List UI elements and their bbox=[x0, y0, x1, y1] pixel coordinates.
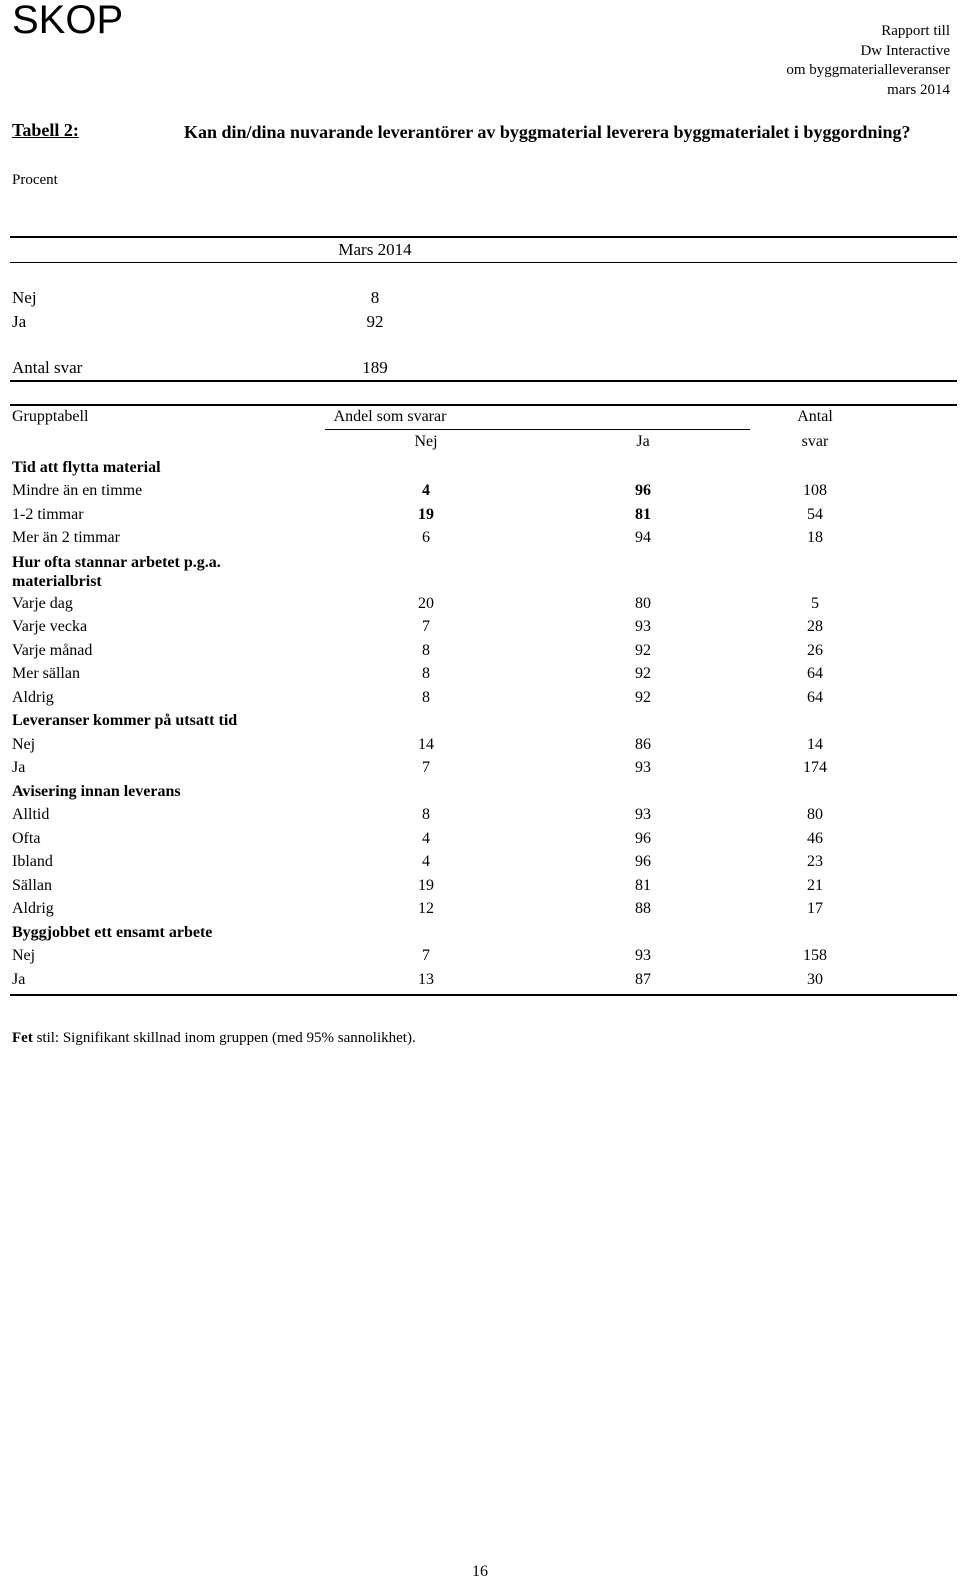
row-label: Aldrig bbox=[12, 900, 54, 917]
cell-count: 28 bbox=[807, 618, 823, 635]
row-label: Varje månad bbox=[12, 642, 93, 659]
summary-total-value: 189 bbox=[362, 358, 388, 377]
cell-ja: 93 bbox=[635, 947, 651, 964]
summary-row-value: 92 bbox=[366, 312, 384, 331]
table-question: Kan din/dina nuvarande leverantörer av byggmaterial leverera byggmaterialet i byggordning? bbox=[184, 122, 911, 142]
footnote-bold: Fet bbox=[12, 1030, 33, 1046]
group-top-rule bbox=[10, 404, 957, 406]
cell-nej: 19 bbox=[418, 877, 434, 894]
footnote bbox=[12, 1030, 416, 1047]
cell-count: 18 bbox=[807, 529, 823, 546]
footnote-text: stil: Signifikant skillnad inom gruppen (med 95% sannolikhet). bbox=[32, 1030, 416, 1046]
cell-ja: 87 bbox=[635, 971, 651, 988]
cell-ja: 94 bbox=[635, 529, 651, 546]
row-label: 1-2 timmar bbox=[12, 506, 84, 523]
row-label: Nej bbox=[12, 947, 36, 964]
report-line: om byggmaterialleveranser bbox=[786, 62, 950, 78]
logo: SKOP bbox=[12, 0, 124, 42]
group-title: Leveranser kommer på utsatt tid bbox=[12, 712, 238, 729]
cell-ja: 96 bbox=[635, 853, 651, 870]
cell-ja: 92 bbox=[635, 642, 651, 659]
cell-ja: 81 bbox=[635, 506, 651, 523]
row-label: Ibland bbox=[12, 853, 53, 870]
table-unit: Procent bbox=[12, 172, 58, 188]
cell-ja: 88 bbox=[635, 900, 651, 917]
cell-ja: 80 bbox=[635, 595, 651, 612]
cell-count: 54 bbox=[807, 506, 823, 523]
table-label: Tabell 2: bbox=[12, 120, 79, 140]
summary-row-value: 8 bbox=[370, 288, 380, 307]
cell-nej: 19 bbox=[418, 506, 434, 523]
report-line: mars 2014 bbox=[887, 81, 950, 98]
summary-total-label: Antal svar bbox=[12, 358, 83, 377]
cell-nej: 4 bbox=[422, 482, 430, 499]
cell-nej: 6 bbox=[422, 529, 430, 546]
cell-count: 17 bbox=[807, 900, 823, 917]
cell-nej: 12 bbox=[418, 900, 434, 917]
cell-ja: 96 bbox=[635, 482, 651, 499]
column-header-ja: Ja bbox=[636, 433, 650, 450]
cell-count: 158 bbox=[803, 947, 827, 964]
row-label: Mer sällan bbox=[12, 665, 80, 682]
cell-ja: 93 bbox=[635, 806, 651, 823]
cell-count: 23 bbox=[807, 853, 823, 870]
row-label: Ja bbox=[12, 759, 26, 776]
row-label: Ofta bbox=[12, 830, 41, 847]
cell-ja: 92 bbox=[635, 665, 651, 682]
report-line: Rapport till bbox=[881, 23, 950, 39]
summary-bottom-rule bbox=[10, 380, 957, 382]
cell-nej: 20 bbox=[418, 595, 434, 612]
summary-column-header: Mars 2014 bbox=[338, 240, 412, 259]
cell-nej: 14 bbox=[418, 736, 434, 753]
cell-count: 26 bbox=[807, 642, 823, 659]
cell-ja: 81 bbox=[635, 877, 651, 894]
summary-top-rule bbox=[10, 236, 957, 238]
group-title: Avisering innan leverans bbox=[12, 783, 181, 800]
cell-nej: 7 bbox=[422, 618, 430, 635]
summary-row-label: Nej bbox=[12, 288, 37, 307]
group-label-header: Grupptabell bbox=[12, 408, 89, 425]
cell-nej: 8 bbox=[422, 689, 430, 706]
cell-count: 108 bbox=[803, 482, 827, 499]
cell-ja: 92 bbox=[635, 689, 651, 706]
row-label: Alltid bbox=[12, 806, 50, 823]
cell-count: 80 bbox=[807, 806, 823, 823]
row-label: Ja bbox=[12, 971, 26, 988]
cell-nej: 4 bbox=[422, 853, 430, 870]
cell-nej: 7 bbox=[422, 759, 430, 776]
cell-nej: 8 bbox=[422, 665, 430, 682]
cell-ja: 96 bbox=[635, 830, 651, 847]
count-header: Antal bbox=[797, 408, 833, 425]
summary-header-rule bbox=[10, 262, 957, 263]
report-line: Dw Interactive bbox=[860, 42, 950, 59]
cell-count: 30 bbox=[807, 971, 823, 988]
cell-ja: 86 bbox=[635, 736, 651, 753]
cell-nej: 7 bbox=[422, 947, 430, 964]
cell-ja: 93 bbox=[635, 759, 651, 776]
cell-count: 14 bbox=[807, 736, 823, 753]
row-label: Varje vecka bbox=[12, 618, 88, 635]
cell-nej: 8 bbox=[422, 806, 430, 823]
share-header-rule bbox=[325, 429, 750, 430]
cell-count: 64 bbox=[807, 665, 823, 682]
cell-count: 46 bbox=[807, 830, 823, 847]
cell-nej: 13 bbox=[418, 971, 434, 988]
cell-nej: 8 bbox=[422, 642, 430, 659]
cell-nej: 4 bbox=[422, 830, 430, 847]
group-title: materialbrist bbox=[12, 573, 102, 590]
report-info bbox=[786, 22, 950, 100]
group-title: Byggjobbet ett ensamt arbete bbox=[12, 924, 213, 941]
row-label: Sällan bbox=[12, 877, 52, 894]
column-header-nej: Nej bbox=[414, 433, 438, 450]
row-label: Nej bbox=[12, 736, 36, 753]
share-header: Andel som svarar bbox=[333, 408, 447, 425]
count-header-2: svar bbox=[801, 433, 829, 450]
group-bottom-rule bbox=[10, 994, 957, 996]
cell-count: 21 bbox=[807, 877, 823, 894]
cell-count: 5 bbox=[811, 595, 819, 612]
row-label: Mindre än en timme bbox=[12, 482, 143, 499]
group-title: Tid att flytta material bbox=[12, 459, 161, 476]
row-label: Mer än 2 timmar bbox=[12, 529, 120, 546]
cell-count: 64 bbox=[807, 689, 823, 706]
page-number: 16 bbox=[472, 1563, 488, 1580]
summary-row-label: Ja bbox=[12, 312, 27, 331]
group-title: Hur ofta stannar arbetet p.g.a. bbox=[12, 554, 221, 571]
row-label: Varje dag bbox=[12, 595, 73, 612]
cell-count: 174 bbox=[803, 759, 827, 776]
cell-ja: 93 bbox=[635, 618, 651, 635]
row-label: Aldrig bbox=[12, 689, 54, 706]
